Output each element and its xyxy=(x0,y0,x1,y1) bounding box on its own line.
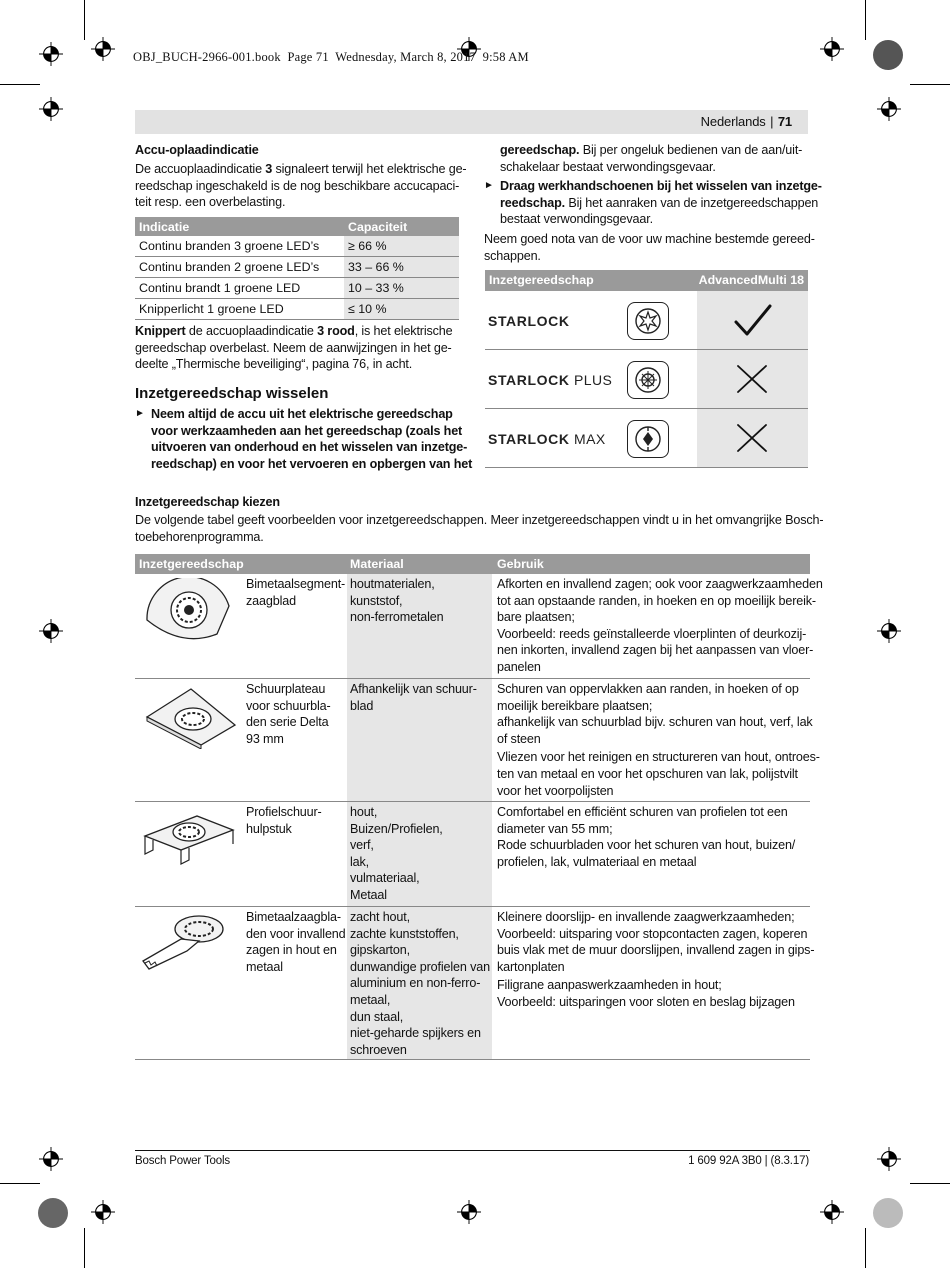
table-row xyxy=(135,574,823,679)
tool-note: Neem goed nota van de voor uw machine bestemde gereed- schappen. xyxy=(484,232,815,263)
crop-mark xyxy=(84,1228,85,1268)
registration-mark-icon xyxy=(91,1200,115,1224)
registration-mark-icon xyxy=(820,37,844,61)
tool-name: Bimetaalsegment- zaagblad xyxy=(246,577,346,608)
table-row: Continu branden 2 groene LED’s 33 – 66 % xyxy=(135,257,459,278)
tool-usage: Comfortabel en efficiënt schuren van profielen tot een diameter van 55 mm; Rode schuurbladen voor het schuren van hout, buizen/ profielen, lak, vulmateriaal en metaal xyxy=(497,805,796,869)
plunge-cut-blade-icon xyxy=(139,911,239,978)
tool-name: Profielschuur- hulpstuk xyxy=(246,805,322,836)
starlock-interface-icon xyxy=(627,302,669,340)
crop-mark xyxy=(0,1183,40,1184)
table-row xyxy=(135,679,820,802)
tool-name: Schuurplateau voor schuurbla- den serie Delta 93 mm xyxy=(246,682,331,746)
starlock-plus-interface-icon xyxy=(627,361,669,399)
registration-mark-icon xyxy=(39,97,63,121)
cross-icon xyxy=(735,422,769,459)
registration-mark-icon xyxy=(820,1200,844,1224)
table-row: Continu brandt 1 groene LED 10 – 33 % xyxy=(135,278,459,299)
registration-mark-icon xyxy=(457,1200,481,1224)
page-header-bar xyxy=(135,110,808,134)
table-row xyxy=(135,802,810,907)
crop-mark xyxy=(910,1183,950,1184)
col-header-indicatie: Indicatie xyxy=(139,219,190,234)
registration-mark-icon xyxy=(39,42,63,66)
footer-left: Bosch Power Tools xyxy=(135,1155,231,1167)
heading-change-tool: Inzetgereedschap wisselen xyxy=(135,385,329,402)
col-header-inzetgereedschap: Inzetgereedschap xyxy=(489,273,594,287)
choose-tool-intro: De volgende tabel geeft voorbeelden voor inzetgereedschappen. Meer inzetgereedschappen vindt u in het omvangrijke Bosch- toebehorenprogramma. xyxy=(135,513,824,544)
segment-saw-blade-icon xyxy=(137,578,237,653)
tool-usage: Schuren van oppervlakken aan randen, in hoeken of op moeilijk bereikbare plaatsen; afhankelijk van schuurblad bijv. schuren van hout, verf, lak of steen Vliezen voor het reinigen en structureren van hout, ontroes- ten van metaal en voor het opschuren van lak, polijstvilt voor het voorpolijsten xyxy=(497,682,820,798)
starlock-logo: STARLOCK xyxy=(488,313,570,329)
table-row: Continu branden 3 groene LED’s ≥ 66 % xyxy=(135,236,459,257)
tool-usage: Afkorten en invallend zagen; ook voor zaagwerkzaamheden tot aan opstaande randen, in hoeken en op moeilijk bereik- bare plaatsen; Voorbeeld: reeds geïnstalleerde vloerplinten of deurkozij- nen inkorten, invallend zagen bij het aanpassen van vloer- panelen xyxy=(497,577,823,674)
warning-gloves: ► Draag werkhandschoenen bij het wisselen van inzetge- reedschap. Bij het aanraken van de inzetgereedschappen bestaat verwondingsgevaar. xyxy=(484,179,822,227)
bullet-arrow-icon: ► xyxy=(135,408,145,419)
tool-usage: Kleinere doorslijp- en invallende zaagwerkzaamheden; Voorbeeld: uitsparing voor stopcontacten zagen, koperen buis vlak met de muur doorslijpen, invallend zagen in gips- kartonplaten Filigrane aanpaswerkzaamheden in hout; Voorbeeld: uitsparingen voor sloten en beslag bijzagen xyxy=(497,910,815,1009)
footer-right: 1 609 92A 3B0 | (8.3.17) xyxy=(688,1155,809,1167)
table-row xyxy=(135,907,815,1060)
compat-table-header xyxy=(485,270,808,291)
compat-row-starlock-plus xyxy=(485,350,808,409)
warning-continuation: gereedschap. Bij per ongeluk bedienen van de aan/uit- schakelaar bestaat verwondingsgevaar. xyxy=(500,143,803,174)
footer-rule xyxy=(135,1150,810,1151)
registration-mark-icon xyxy=(877,97,901,121)
color-target-icon xyxy=(873,1198,903,1228)
check-icon xyxy=(733,303,773,342)
header-language: Nederlands xyxy=(700,114,766,129)
registration-mark-icon xyxy=(877,619,901,643)
battery-indicator-table xyxy=(135,217,459,320)
tool-material: hout, Buizen/Profielen, verf, lak, vulmateriaal, Metaal xyxy=(350,805,443,902)
compat-row-starlock-max xyxy=(485,409,808,468)
starlock-plus-logo: STARLOCK PLUS xyxy=(488,372,613,388)
registration-mark-icon xyxy=(39,619,63,643)
section-title-battery-indicator: Accu-oplaadindicatie xyxy=(135,143,259,157)
overload-note: Knippert de accuoplaadindicatie 3 rood, is het elektrische gereedschap overbelast. Neem de aanwijzingen in het ge- deelte „Thermische beveiliging“, pagina 76, in acht. xyxy=(135,324,453,372)
col-header-gebruik: Gebruik xyxy=(497,557,544,571)
page-header xyxy=(701,114,792,131)
sanding-plate-icon xyxy=(139,683,239,754)
col-header-materiaal: Materiaal xyxy=(350,557,404,571)
crop-mark xyxy=(865,1228,866,1268)
header-separator: | xyxy=(770,114,774,129)
col-header-capaciteit: Capaciteit xyxy=(348,219,408,234)
page-number: 71 xyxy=(777,114,792,129)
registration-mark-icon xyxy=(39,1147,63,1171)
registration-mark-icon xyxy=(877,1147,901,1171)
color-target-icon xyxy=(38,1198,68,1228)
crop-mark xyxy=(0,84,40,85)
print-meta-line: OBJ_BUCH-2966-001.book Page 71 Wednesday, March 8, 2017 9:58 AM xyxy=(133,50,529,64)
profile-sanding-attachment-icon xyxy=(139,808,239,873)
cross-icon xyxy=(735,363,769,400)
bullet-arrow-icon: ► xyxy=(484,180,494,191)
compat-row-starlock xyxy=(485,291,808,350)
col-header-inzetgereedschap: Inzetgereedschap xyxy=(139,557,244,571)
starlock-max-interface-icon xyxy=(627,420,669,458)
color-target-icon xyxy=(873,40,903,70)
crop-mark xyxy=(910,84,950,85)
tool-name: Bimetaalzaagbla- den voor invallend zagen in hout en metaal xyxy=(246,910,346,974)
crop-mark xyxy=(865,0,866,40)
heading-choose-tool: Inzetgereedschap kiezen xyxy=(135,495,280,509)
starlock-max-logo: STARLOCK MAX xyxy=(488,431,606,447)
tool-material: zacht hout, zachte kunststoffen, gipskarton, dunwandige profielen van aluminium en non-ferro- metaal, dun staal, niet-geharde spijkers en schroeven xyxy=(350,910,490,1057)
registration-mark-icon xyxy=(91,37,115,61)
tool-material: Afhankelijk van schuur- blad xyxy=(350,682,477,713)
crop-mark xyxy=(84,0,85,40)
accessory-table-header xyxy=(135,554,810,574)
col-header-advancedmulti: AdvancedMulti 18 xyxy=(698,273,804,287)
tool-material: houtmaterialen, kunststof, non-ferrometalen xyxy=(350,577,444,625)
warning-remove-battery: ► Neem altijd de accu uit het elektrische gereedschap voor werkzaamheden aan het gereedschap (zoals het uitvoeren van onderhoud en het wisselen van inzetge- reedschap) en voor het vervoeren en opbergen van het xyxy=(135,407,473,471)
battery-indicator-intro: De accuoplaadindicatie 3 signaleert terwijl het elektrische ge- reedschap ingeschakeld is de nog beschikbare accucapaci- teit resp. een overbelasting. xyxy=(135,162,467,210)
table-row: Knipperlicht 1 groene LED ≤ 10 % xyxy=(135,299,459,320)
